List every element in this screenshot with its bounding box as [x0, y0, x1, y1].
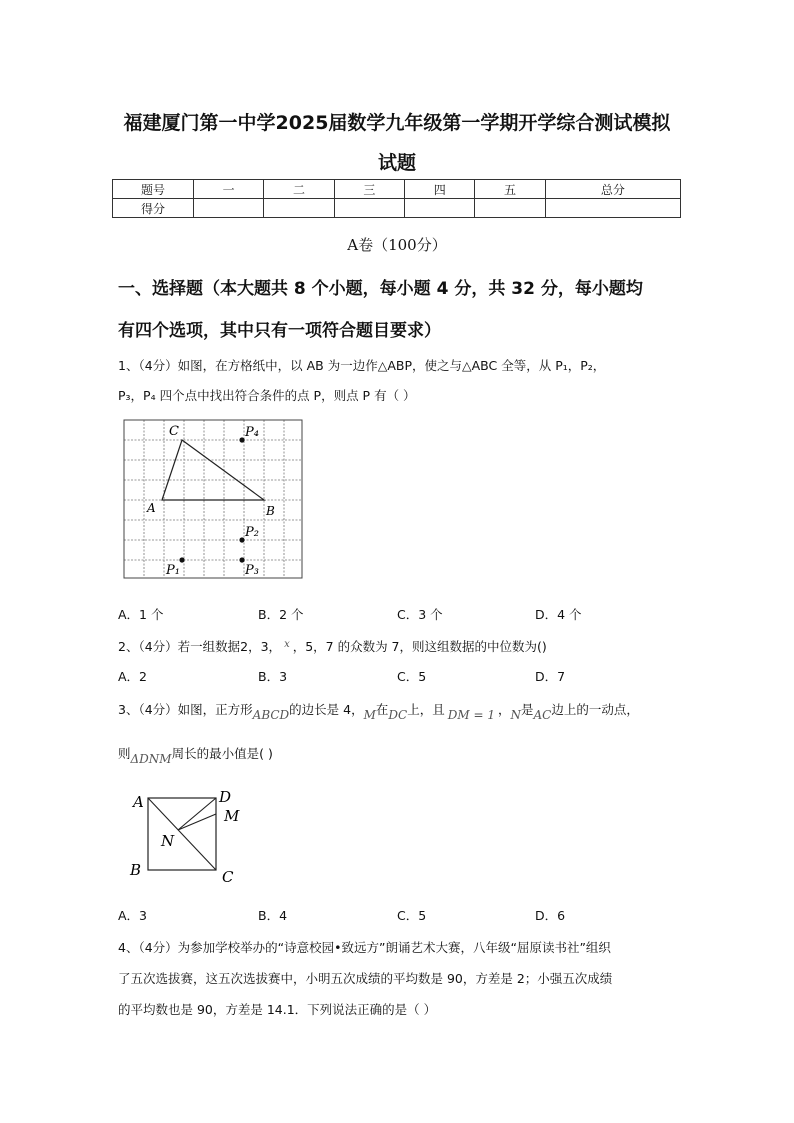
- q3-option-a[interactable]: A．3: [118, 908, 148, 923]
- score-table-cell: 总分: [545, 180, 680, 199]
- q3-math: AC: [533, 708, 552, 722]
- q3-math: ΔDNM: [130, 752, 172, 766]
- segment-nm: [178, 814, 216, 830]
- q3-square-figure: [118, 782, 258, 892]
- q1-option-a[interactable]: A．1 个: [118, 607, 164, 622]
- point-p1: [179, 557, 184, 562]
- q2-variable: x: [284, 639, 290, 650]
- score-input-cell[interactable]: [475, 199, 545, 218]
- q2-text: [118, 637, 547, 655]
- q3-seg: 上，且: [407, 702, 445, 717]
- q2-option-d[interactable]: D．7: [535, 669, 566, 684]
- label-p4: P₄: [245, 425, 259, 440]
- label-b: B: [130, 861, 142, 879]
- q1-text-line1: 1、（4分）如图，在方格纸中，以 AB 为一边作△ABP，使之与△ABC 全等，从 P₁，P₂，: [118, 358, 606, 373]
- grid-border: [124, 420, 302, 578]
- score-input-cell[interactable]: [405, 199, 475, 218]
- q2-option-b[interactable]: B．3: [258, 669, 288, 684]
- score-input-cell[interactable]: [334, 199, 404, 218]
- q1-text-line2: P₃，P₄ 四个点中找出符合条件的点 P，则点 P 有（ ）: [118, 388, 416, 403]
- score-table-cell: 四: [405, 180, 475, 199]
- q2-option-a[interactable]: A．2: [118, 669, 148, 684]
- point-p3: [239, 557, 244, 562]
- score-input-cell[interactable]: [194, 199, 264, 218]
- q3-math: ABCD: [252, 708, 290, 722]
- label-m: M: [224, 807, 240, 825]
- q3-option-c[interactable]: C．5: [397, 908, 427, 923]
- label-b: B: [266, 504, 275, 518]
- label-p2: P₂: [245, 525, 259, 540]
- q3-seg: 周长的最小值是( ): [171, 746, 273, 761]
- part1-heading-line2: 有四个选项，其中只有一项符合题目要求）: [118, 321, 441, 341]
- q1-option-b[interactable]: B．2 个: [258, 607, 304, 622]
- document-title-line1: 福建厦门第一中学2025届数学九年级第一学期开学综合测试模拟: [123, 112, 671, 134]
- label-n: N: [161, 832, 175, 850]
- point-p2: [239, 537, 244, 542]
- segment-dn: [178, 798, 216, 830]
- label-a: A: [147, 501, 156, 515]
- q3-seg: 的边长是 4，: [289, 702, 364, 717]
- score-table-header-row: [113, 180, 681, 199]
- q3-seg: 3、（4分）如图，正方形: [118, 702, 253, 717]
- q2-text-after: ，5，7 的众数为 7，则这组数据的中位数为(): [292, 639, 547, 654]
- score-table-cell: 得分: [113, 199, 194, 218]
- q4-text-line3: 的平均数也是 90，方差是 14.1．下列说法正确的是（ ）: [118, 1002, 437, 1017]
- q3-text-line2: [118, 744, 273, 766]
- label-c: C: [169, 424, 179, 439]
- score-table: [112, 179, 681, 218]
- q4-text-line1: 4、（4分）为参加学校举办的“诗意校园•致远方”朗诵艺术大赛，八年级“屈原读书社”组织: [118, 940, 611, 955]
- grid-lines: [124, 420, 302, 578]
- q3-seg: 在: [375, 702, 389, 717]
- score-input-cell[interactable]: [545, 199, 680, 218]
- point-p4: [239, 437, 244, 442]
- label-d: D: [219, 788, 232, 806]
- label-c: C: [222, 868, 234, 886]
- score-table-score-row: [113, 199, 681, 218]
- q2-text-before: 2、（4分）若一组数据2，3，: [118, 639, 282, 654]
- label-p1: P₁: [166, 563, 180, 578]
- q1-option-c[interactable]: C．3 个: [397, 607, 443, 622]
- document-title-line2: 试题: [377, 152, 416, 174]
- score-table-cell: 一: [194, 180, 264, 199]
- q3-seg: 边上的一动点，: [551, 702, 639, 717]
- score-table-cell: 五: [475, 180, 545, 199]
- label-a: A: [133, 793, 144, 811]
- q3-math: DC: [388, 708, 408, 722]
- q1-option-d[interactable]: D．4 个: [535, 607, 582, 622]
- q3-seg: ，: [497, 702, 511, 717]
- q4-text-line2: 了五次选拔赛，这五次选拔赛中，小明五次成绩的平均数是 90，方差是 2；小强五次成绩: [118, 971, 613, 986]
- score-table-cell: 三: [334, 180, 404, 199]
- section-a-heading: A卷（100分）: [347, 236, 447, 254]
- q3-option-b[interactable]: B．4: [258, 908, 288, 923]
- q2-option-c[interactable]: C．5: [397, 669, 427, 684]
- diagonal-ac: [148, 798, 216, 870]
- q1-grid-figure: [118, 414, 310, 586]
- q3-math: DM = 1: [447, 708, 495, 722]
- score-table-cell: 题号: [113, 180, 194, 199]
- score-table-cell: 二: [264, 180, 334, 199]
- part1-heading-line1: 一、选择题（本大题共 8 个小题，每小题 4 分，共 32 分，每小题均: [118, 279, 643, 299]
- q3-option-d[interactable]: D．6: [535, 908, 566, 923]
- q3-seg: 则: [118, 746, 131, 761]
- q3-seg: 是: [521, 702, 534, 717]
- q3-math: N: [510, 708, 521, 722]
- score-input-cell[interactable]: [264, 199, 334, 218]
- q3-text-line1: [118, 700, 639, 722]
- triangle-abc: [162, 440, 264, 500]
- label-p3: P₃: [245, 563, 259, 578]
- q3-math: M: [363, 708, 376, 722]
